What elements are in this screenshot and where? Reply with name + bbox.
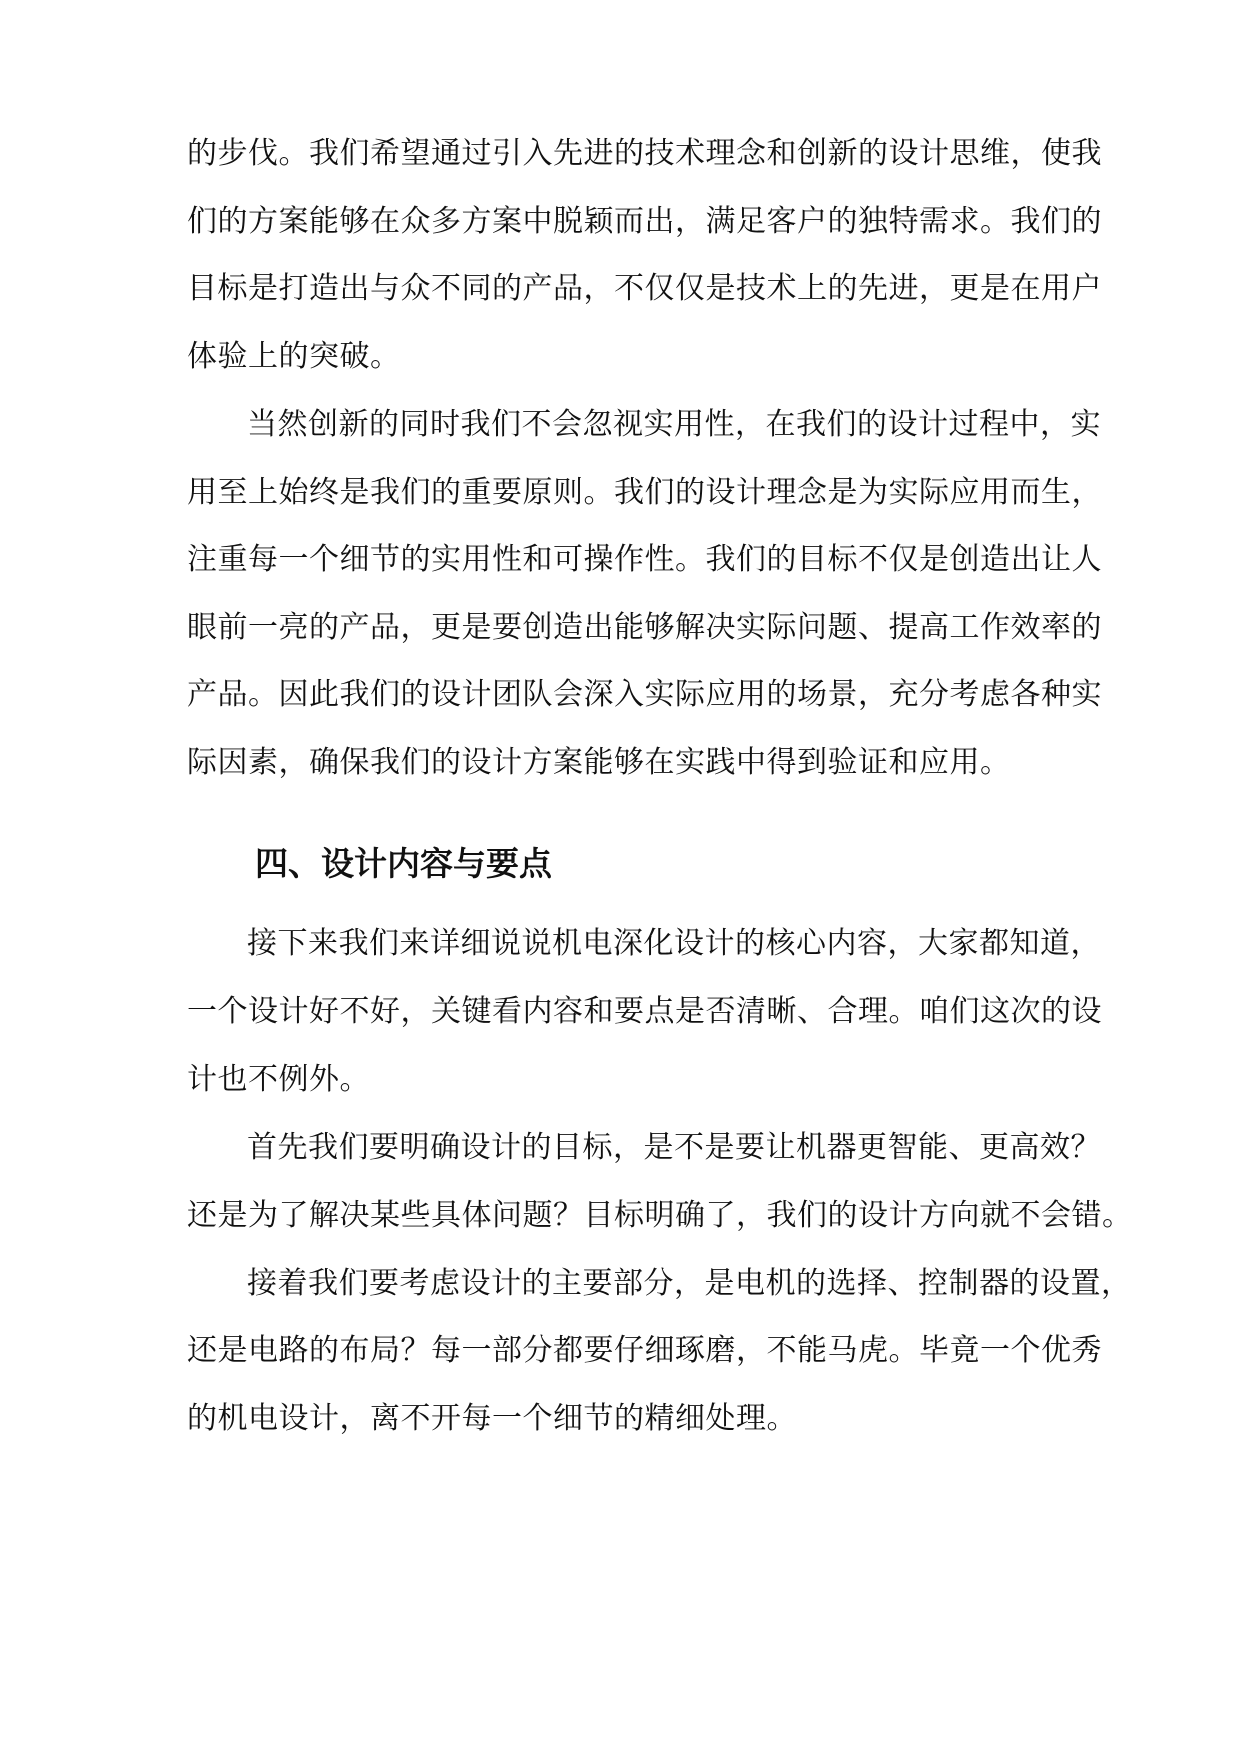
paragraph-5-line-1: 接着我们要考虑设计的主要部分，是电机的选择、控制器的设置， <box>247 1266 1132 1301</box>
paragraph-1-line-1: 的步伐。我们希望通过引入先进的技术理念和创新的设计思维，使我 <box>187 136 1102 171</box>
paragraph-2-line-2: 用至上始终是我们的重要原则。我们的设计理念是为实际应用而生， <box>187 475 1102 510</box>
paragraph-1-line-2: 们的方案能够在众多方案中脱颖而出，满足客户的独特需求。我们的 <box>187 204 1102 239</box>
paragraph-5-line-2: 还是电路的布局？每一部分都要仔细琢磨，不能马虎。毕竟一个优秀 <box>187 1333 1102 1368</box>
paragraph-5-line-3: 的机电设计，离不开每一个细节的精细处理。 <box>187 1401 797 1436</box>
section-heading: 四、设计内容与要点 <box>255 844 552 883</box>
paragraph-2-line-1: 当然创新的同时我们不会忽视实用性，在我们的设计过程中，实 <box>247 407 1101 442</box>
paragraph-4-line-2: 还是为了解决某些具体问题？目标明确了，我们的设计方向就不会错。 <box>187 1198 1133 1233</box>
paragraph-1-line-4: 体验上的突破。 <box>187 339 401 374</box>
paragraph-3-line-1: 接下来我们来详细说说机电深化设计的核心内容，大家都知道， <box>247 926 1101 961</box>
paragraph-2-line-3: 注重每一个细节的实用性和可操作性。我们的目标不仅是创造出让人 <box>187 542 1102 577</box>
paragraph-2-line-5: 产品。因此我们的设计团队会深入实际应用的场景，充分考虑各种实 <box>187 677 1102 712</box>
paragraph-2-line-4: 眼前一亮的产品，更是要创造出能够解决实际问题、提高工作效率的 <box>187 610 1102 645</box>
paragraph-1-line-3: 目标是打造出与众不同的产品，不仅仅是技术上的先进，更是在用户 <box>187 271 1102 306</box>
paragraph-3-line-2: 一个设计好不好，关键看内容和要点是否清晰、合理。咱们这次的设 <box>187 994 1102 1029</box>
paragraph-4-line-1: 首先我们要明确设计的目标，是不是要让机器更智能、更高效？ <box>247 1130 1101 1165</box>
paragraph-2-line-6: 际因素，确保我们的设计方案能够在实践中得到验证和应用。 <box>187 745 1011 780</box>
paragraph-3-line-3: 计也不例外。 <box>187 1062 370 1097</box>
